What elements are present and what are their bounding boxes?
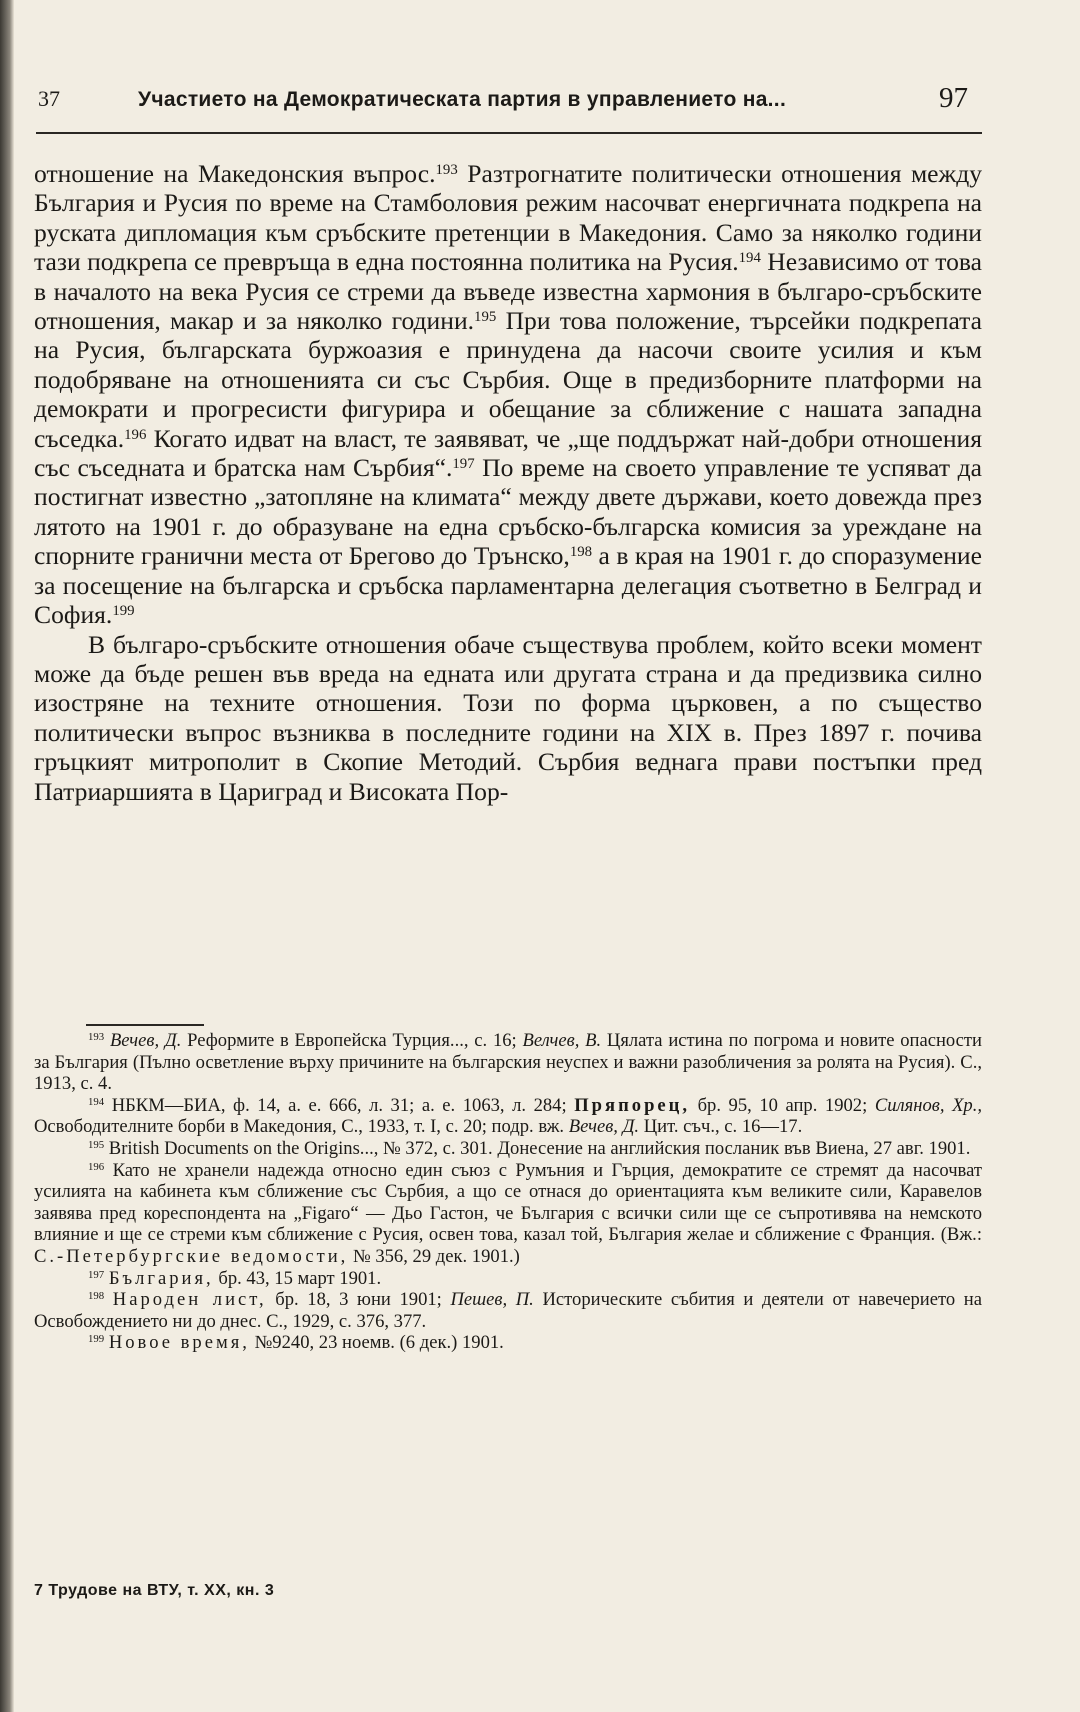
- footnote-ref: 196: [124, 426, 147, 443]
- footnote-number: 193: [88, 1031, 105, 1044]
- text-run: №9240, 23 ноемв. (6 дек.) 1901.: [249, 1332, 504, 1354]
- author-name: Вечев, Д.: [568, 1116, 640, 1138]
- text-run: а в края на 1901 г. до споразумение за посещение на българска и сръбска парламентарна делегация съответно в Белград и София.: [34, 541, 982, 630]
- text-run: British Documents on the Origins..., № 372, с. 301. Донесение на английския посланик във Виена, 27 авг. 1901.: [104, 1137, 971, 1159]
- author-name: Пешев, П.: [450, 1289, 534, 1311]
- footnote-ref: 194: [738, 250, 761, 267]
- footnote-198: [34, 1289, 982, 1332]
- footnote-ref: 195: [474, 308, 497, 325]
- footnote-197: [34, 1268, 982, 1290]
- paragraph-1: [34, 159, 982, 630]
- footnote-number: 199: [88, 1333, 105, 1346]
- text-run: бр. 43, 15 март 1901.: [213, 1267, 382, 1289]
- text-run: Когато идват на власт, те заявяват, че „ще поддържат най-добри отношения със съседната и братска нам Сърбия“.: [34, 423, 982, 483]
- running-title: Участието на Демократическата партия в управлението на...: [138, 88, 787, 111]
- footnote-number: 195: [88, 1139, 105, 1152]
- footnote-195: [34, 1138, 982, 1160]
- text-run: По време на своето управление те успяват да постигнат известно „затопляне на климата“ между двете държави, което довежда през лятото на 1901 г. до образуване на една сръбско-българска комисия за уреждане на спорните гранични места от Брегово до Трънско,: [34, 453, 982, 571]
- text-run: отношение на Македонския въпрос.: [34, 159, 436, 188]
- text-run: Като не хранели надежда относно един съюз с Румъния и Гърция, демократите се стремят да насочват усилията на кабинета към сближение със Сърбия, а що се отнася до ориентацията към великите сили, Каравелов заявява пред кореспондента на „Figaro“ — Дьо Гастон, че България с всички сили ще се съпротивява на немското влияние и ще се стреми към сближение с Русия, освен това, казал той, България желае и сближение с Франция. (Вж.:: [34, 1159, 982, 1246]
- text-run: Реформите в Европейска Турция..., с. 16;: [181, 1030, 523, 1051]
- footnote-199: [34, 1332, 982, 1354]
- book-spine-shadow: [0, 0, 14, 1712]
- text-run: Цит. съч., с. 16—17.: [639, 1116, 803, 1138]
- text-run: Разтрогнатите политически отношения между България и Русия по време на Стамболовия режим насочват енергичната подкрепа на руската дипломация към сръбските претенции в Македония. Само за няколко години тази подкрепа се превръща в една постоянна политика на Русия.: [34, 159, 983, 277]
- footnote-193: [34, 1030, 982, 1095]
- book-page: [32, 0, 982, 1712]
- footnotes: [34, 1030, 982, 1354]
- text-run: бр. 18, 3 юни 1901;: [266, 1289, 451, 1311]
- footnote-ref: 193: [435, 161, 458, 178]
- newspaper-title: Народен лист,: [112, 1289, 267, 1311]
- text-run: НБКМ—БИА, ф. 14, а. е. 666, л. 31; а. е. 1063, л. 284;: [104, 1094, 575, 1116]
- main-text: [34, 159, 982, 806]
- newspaper-title: Пряпорец,: [574, 1094, 691, 1116]
- author-name: Силянов, Хр.,: [874, 1094, 983, 1116]
- page-number: 97: [939, 82, 968, 114]
- text-run: Историческите събития и деятели от навечерието на Освобождението ни до днес. С., 1929, с. 376, 377.: [34, 1289, 982, 1332]
- text-run: При това положение, търсейки подкрепата на Русия, българската буржоазия е принудена да насочи своите усилия и към подобряване на отношенията си със Сърбия. Още в предизборните платформи на демократи и прогресисти фигурира и обещание за сближение с нашата западна съседка.: [34, 306, 982, 453]
- newspaper-title: България,: [108, 1267, 214, 1289]
- footnote-194: [34, 1095, 982, 1138]
- footnote-ref: 198: [569, 544, 593, 561]
- running-head: [36, 82, 982, 134]
- text-run: Независимо от това в началото на века Русия се стреми да въведе известна хармония в българо-сръбските отношения, макар и за няколко години.: [34, 247, 982, 336]
- footnote-196: [34, 1160, 982, 1268]
- text-run: Цялата истина по погрома и новите опасности за България (Пълно осветление върху причините на българския неуспех и важни разобличения за ролята на Русия). С., 1913, с. 4.: [34, 1030, 983, 1095]
- newspaper-title: С.-Петербургские ведомости,: [34, 1245, 349, 1267]
- text-run: бр. 95, 10 апр. 1902;: [690, 1094, 875, 1116]
- footnote-ref: 199: [112, 602, 135, 619]
- footnote-number: 198: [88, 1290, 105, 1303]
- signature-imprint: 7 Трудове на ВТУ, т. XX, кн. 3: [34, 1582, 275, 1599]
- author-name: Велчев, В.: [522, 1030, 602, 1051]
- newspaper-title: Новое время,: [108, 1332, 250, 1354]
- footnote-number: 194: [88, 1095, 105, 1108]
- footnote-number: 196: [88, 1160, 105, 1173]
- footnote-separator: [86, 1024, 204, 1026]
- author-name: Вечев, Д.: [109, 1030, 182, 1051]
- text-run: Освободителните борби в Македония, С., 1933, т. I, с. 20; подр. вж.: [34, 1116, 569, 1138]
- chapter-number: 37: [38, 86, 60, 111]
- paragraph-2: В българо-сръбските отношения обаче съществува проблем, който всеки момент може да бъде решен във вреда на едната или другата страна и да предизвика силно изостряне на техните отношения. Този по форма църковен, а по същество политически въпрос възниква в последните години на XIX в. През 1897 г. почива гръцкият митрополит в Скопие Методий. Сърбия веднага прави постъпки пред Патриаршията в Цариград и Високата Пор-: [34, 629, 982, 806]
- footnote-ref: 197: [452, 455, 475, 472]
- text-run: № 356, 29 дек. 1901.): [348, 1245, 520, 1267]
- footnote-number: 197: [88, 1268, 105, 1281]
